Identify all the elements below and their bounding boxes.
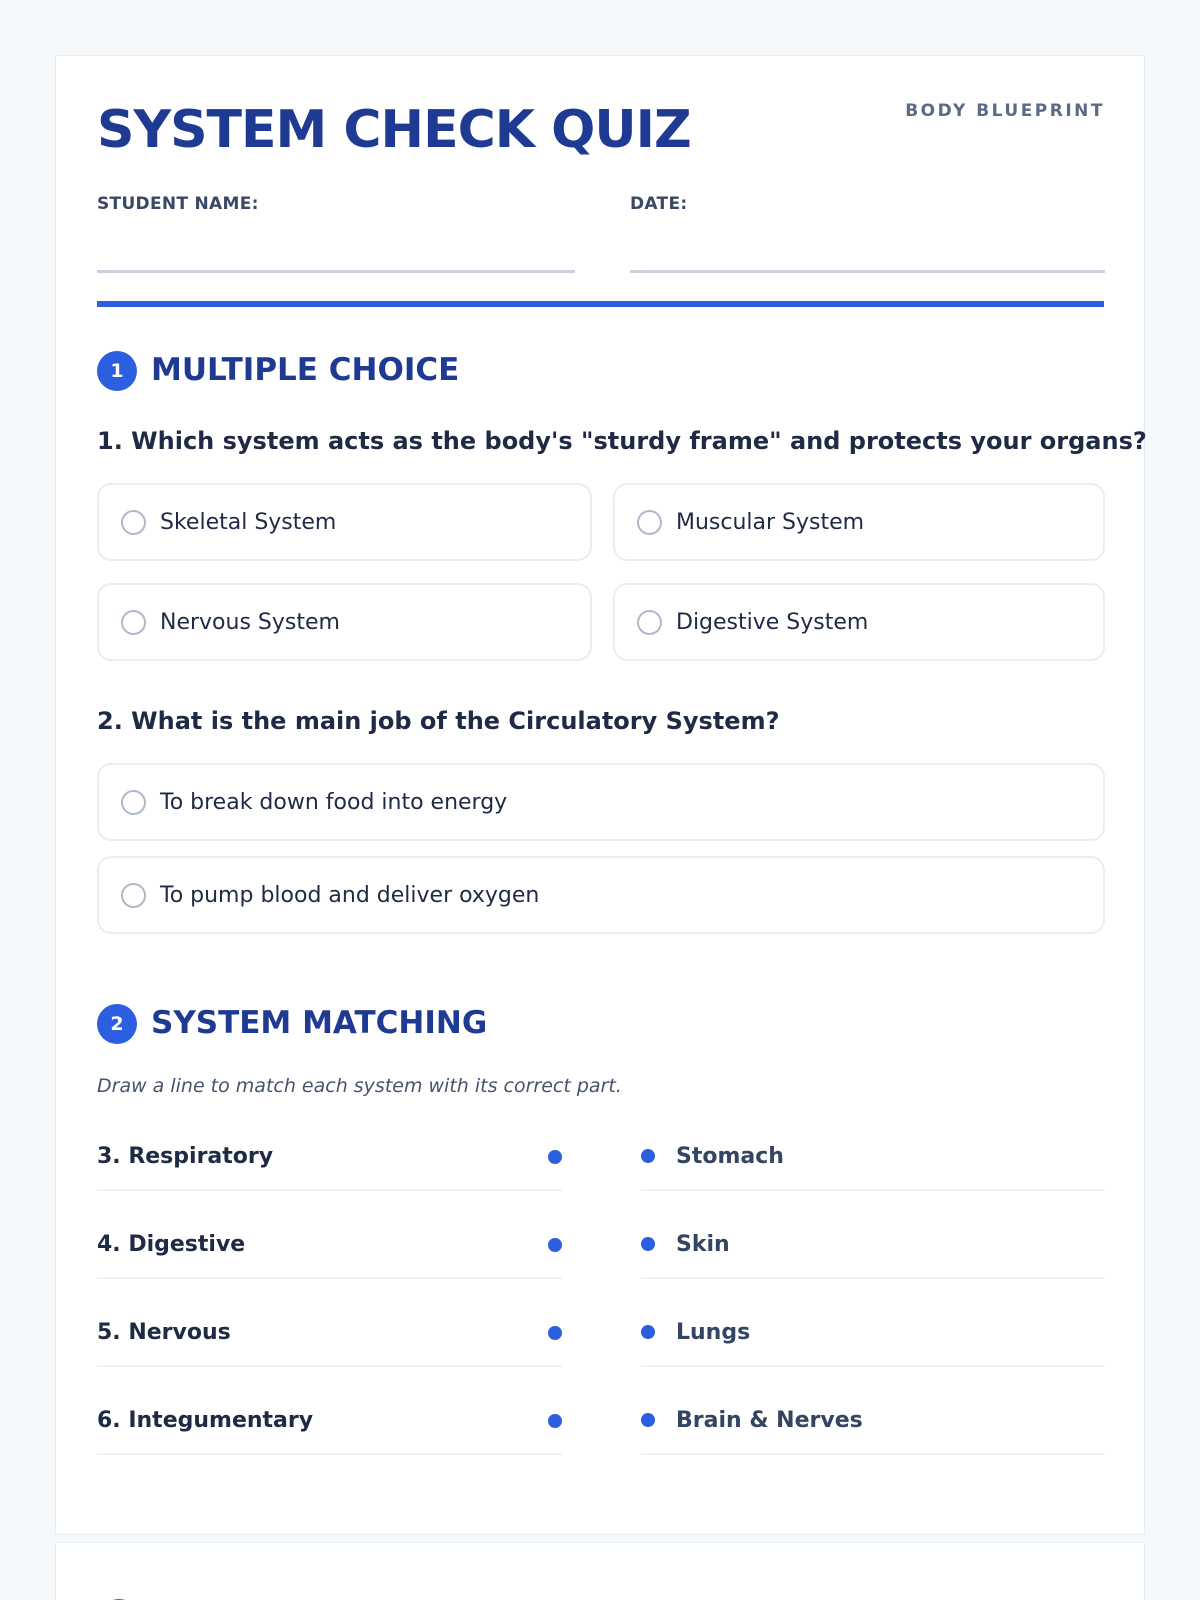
student-name-label: STUDENT NAME: [97, 194, 259, 214]
option-label: To pump blood and deliver oxygen [160, 882, 540, 908]
matching-instruction: Draw a line to match each system with its correct part. [97, 1075, 622, 1097]
match-dot-icon[interactable] [641, 1237, 655, 1251]
option-pump-blood[interactable] [97, 856, 1105, 934]
match-dot-icon[interactable] [641, 1325, 655, 1339]
radio-circle-icon[interactable] [121, 883, 146, 908]
match-dot-icon[interactable] [548, 1326, 562, 1340]
option-skeletal-system[interactable] [97, 483, 592, 561]
option-label: Skeletal System [160, 509, 337, 535]
part-label: Brain & Nerves [676, 1407, 863, 1433]
date-label: DATE: [630, 194, 688, 214]
match-right-item [641, 1387, 1105, 1455]
option-digestive-system[interactable] [613, 583, 1105, 661]
system-label: 5. Nervous [97, 1319, 231, 1345]
match-dot-icon[interactable] [641, 1149, 655, 1163]
match-left-item [97, 1387, 562, 1455]
option-nervous-system[interactable] [97, 583, 592, 661]
radio-circle-icon[interactable] [121, 610, 146, 635]
match-dot-icon[interactable] [548, 1150, 562, 1164]
question-1: 1. Which system acts as the body's "sturdy frame" and protects your organs? [97, 427, 1147, 455]
radio-circle-icon[interactable] [121, 790, 146, 815]
option-break-down-food[interactable] [97, 763, 1105, 841]
section-title-system-matching: SYSTEM MATCHING [151, 1005, 488, 1041]
section-number-badge: 1 [97, 351, 137, 391]
match-left-item [97, 1211, 562, 1279]
section-number-badge: 2 [97, 1004, 137, 1044]
page-title: SYSTEM CHECK QUIZ [97, 100, 691, 160]
question-2: 2. What is the main job of the Circulatory System? [97, 707, 780, 735]
part-label: Lungs [676, 1319, 751, 1345]
next-worksheet-page [55, 1542, 1145, 1600]
match-dot-icon[interactable] [641, 1413, 655, 1427]
system-label: 3. Respiratory [97, 1143, 274, 1169]
system-label: 6. Integumentary [97, 1407, 314, 1433]
part-label: Stomach [676, 1143, 784, 1169]
option-label: Nervous System [160, 609, 340, 635]
match-left-item [97, 1123, 562, 1191]
match-right-item [641, 1299, 1105, 1367]
radio-circle-icon[interactable] [637, 510, 662, 535]
option-label: To break down food into energy [160, 789, 508, 815]
radio-circle-icon[interactable] [121, 510, 146, 535]
match-left-item [97, 1299, 562, 1367]
match-right-item [641, 1211, 1105, 1279]
part-label: Skin [676, 1231, 730, 1257]
match-dot-icon[interactable] [548, 1414, 562, 1428]
date-field[interactable] [630, 270, 1105, 273]
match-dot-icon[interactable] [548, 1238, 562, 1252]
match-right-item [641, 1123, 1105, 1191]
option-label: Muscular System [676, 509, 865, 535]
option-label: Digestive System [676, 609, 869, 635]
system-label: 4. Digestive [97, 1231, 246, 1257]
student-name-field[interactable] [97, 270, 575, 273]
header-divider [97, 301, 1104, 307]
option-muscular-system[interactable] [613, 483, 1105, 561]
brand-label: BODY BLUEPRINT [905, 101, 1105, 121]
section-title-multiple-choice: MULTIPLE CHOICE [151, 352, 460, 388]
radio-circle-icon[interactable] [637, 610, 662, 635]
